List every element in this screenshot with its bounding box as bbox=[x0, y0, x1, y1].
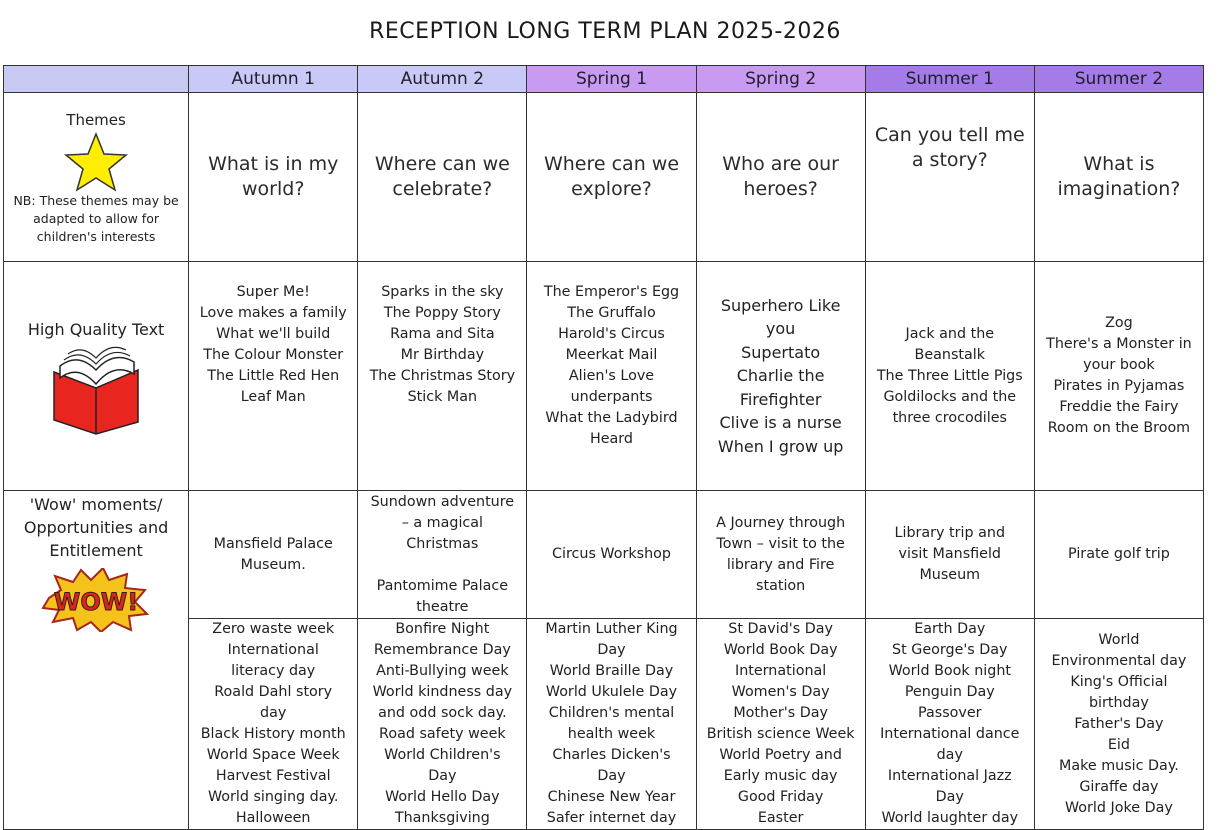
day-item: Mother's Day bbox=[733, 705, 828, 721]
text-title: Alien's Love bbox=[568, 368, 655, 384]
theme-line: Where can we bbox=[543, 153, 680, 175]
wow-line: – a magical bbox=[401, 515, 484, 531]
theme-line: heroes? bbox=[743, 178, 818, 200]
day-item: Environmental day bbox=[1051, 652, 1187, 669]
day-item: Chinese New Year bbox=[547, 789, 676, 805]
day-item: Thanksgiving bbox=[394, 810, 490, 826]
day-item: Eid bbox=[1107, 736, 1130, 753]
day-item: Women's Day bbox=[731, 684, 830, 700]
day-item: birthday bbox=[1088, 694, 1149, 711]
theme-line: What is bbox=[1083, 153, 1155, 175]
text-title: Charlie the bbox=[736, 366, 825, 386]
themes-label: Themes bbox=[66, 111, 126, 129]
wow-spacer bbox=[360, 555, 524, 576]
day-item: and odd sock day. bbox=[378, 705, 507, 721]
theme-line: Who are our bbox=[722, 153, 839, 175]
theme-line: explore? bbox=[571, 178, 652, 200]
day-item: Day bbox=[597, 642, 626, 658]
text-title: Beanstalk bbox=[914, 346, 986, 363]
days-cell bbox=[1034, 619, 1203, 830]
wow-line: station bbox=[756, 577, 806, 594]
header-row bbox=[4, 66, 1204, 93]
day-item: World bbox=[1098, 631, 1140, 648]
wow-label-line: 'Wow' moments/ bbox=[29, 495, 163, 514]
theme-line: imagination? bbox=[1057, 178, 1181, 200]
wow-line: theatre bbox=[416, 599, 469, 615]
term-header-autumn-1: Autumn 1 bbox=[189, 66, 358, 93]
text-title: Mr Birthday bbox=[400, 347, 485, 363]
day-item: Anti-Bullying week bbox=[376, 663, 509, 679]
day-item: Charles Dicken's bbox=[552, 747, 671, 763]
texts-cell bbox=[358, 262, 527, 491]
text-title: three crocodiles bbox=[892, 409, 1007, 426]
day-item: World kindness day bbox=[372, 684, 513, 700]
wow-cell bbox=[189, 491, 358, 619]
theme-line: a story? bbox=[911, 149, 988, 171]
day-item: Passover bbox=[918, 705, 982, 721]
day-item: Roald Dahl story bbox=[214, 684, 333, 700]
text-title: The Little Red Hen bbox=[207, 368, 340, 384]
text-title: Firefighter bbox=[739, 389, 822, 409]
texts-label: High Quality Text bbox=[27, 319, 165, 339]
days-cell bbox=[865, 619, 1034, 830]
day-item: literacy day bbox=[231, 663, 316, 679]
star-icon bbox=[64, 132, 128, 192]
term-header-spring-2: Spring 2 bbox=[696, 66, 865, 93]
day-item: World Children's bbox=[384, 747, 501, 763]
open-book-icon bbox=[46, 344, 146, 436]
theme-cell bbox=[358, 93, 527, 262]
text-title: There's a Monster in bbox=[1046, 336, 1192, 352]
day-item: Children's mental bbox=[548, 705, 675, 721]
day-item: World Braille Day bbox=[549, 663, 674, 679]
corner-cell bbox=[4, 66, 189, 93]
text-title: What the Ladybird bbox=[545, 410, 678, 426]
theme-cell bbox=[189, 93, 358, 262]
day-item: Make music Day. bbox=[1059, 757, 1179, 774]
day-item: International Jazz bbox=[887, 768, 1012, 784]
term-header-summer-1: Summer 1 bbox=[865, 66, 1034, 93]
day-item: Harvest Festival bbox=[215, 768, 331, 784]
text-title: The Three Little Pigs bbox=[876, 367, 1023, 384]
day-item: day bbox=[260, 705, 287, 721]
text-title: Goldilocks and the bbox=[883, 388, 1017, 405]
day-item: St George's Day bbox=[892, 642, 1008, 658]
text-title: underpants bbox=[570, 389, 653, 405]
theme-cell bbox=[865, 93, 1034, 262]
day-item: International dance bbox=[880, 726, 1020, 742]
texts-cell bbox=[1034, 262, 1203, 491]
text-title: Rama and Sita bbox=[390, 326, 495, 342]
wow-line: Town – visit to the bbox=[716, 535, 845, 552]
term-header-spring-1: Spring 1 bbox=[527, 66, 696, 93]
day-item: World Joke Day bbox=[1065, 799, 1173, 816]
day-item: St David's Day bbox=[728, 621, 833, 637]
wow-label-cell bbox=[4, 491, 189, 830]
wow-line: Sundown adventure bbox=[370, 494, 515, 510]
wow-line: Museum. bbox=[240, 556, 306, 573]
day-item: International bbox=[227, 642, 319, 658]
wow-line: Christmas bbox=[406, 536, 479, 552]
day-item: World Space Week bbox=[206, 747, 340, 763]
wow-line: Circus Workshop bbox=[552, 546, 671, 562]
theme-line: celebrate? bbox=[392, 178, 493, 200]
day-item: World laughter day bbox=[881, 810, 1019, 826]
text-title: Pirates in Pyjamas bbox=[1053, 378, 1185, 394]
text-title: The Emperor's Egg bbox=[543, 284, 680, 300]
text-title: Super Me! bbox=[236, 284, 310, 300]
texts-cell bbox=[865, 262, 1034, 491]
day-item: Giraffe day bbox=[1079, 778, 1159, 795]
wow-cell bbox=[1034, 491, 1203, 619]
day-item: Penguin Day bbox=[904, 684, 995, 700]
themes-label-cell bbox=[4, 93, 189, 262]
days-cell bbox=[189, 619, 358, 830]
days-cell bbox=[696, 619, 865, 830]
text-title: Freddie the Fairy bbox=[1059, 399, 1179, 415]
text-title: The Colour Monster bbox=[203, 347, 344, 363]
text-title: When I grow up bbox=[717, 436, 844, 456]
text-title: Room on the Broom bbox=[1047, 420, 1191, 436]
day-item: day bbox=[936, 747, 963, 763]
theme-line: Where can we bbox=[374, 153, 510, 175]
theme-line: Can you tell me bbox=[874, 124, 1025, 146]
day-item: Day bbox=[935, 789, 964, 805]
days-cell bbox=[358, 619, 527, 830]
text-title: Harold's Circus bbox=[558, 326, 665, 342]
text-title: Heard bbox=[589, 431, 633, 447]
day-item: International bbox=[735, 663, 827, 679]
day-item: Earth Day bbox=[914, 621, 986, 637]
text-title: What we'll build bbox=[216, 326, 331, 342]
day-item: Remembrance Day bbox=[373, 642, 511, 658]
day-item: Father's Day bbox=[1074, 715, 1164, 732]
text-title: Sparks in the sky bbox=[381, 284, 504, 300]
wow-line: A Journey through bbox=[716, 514, 846, 531]
day-item: Good Friday bbox=[737, 789, 824, 805]
day-item: Black History month bbox=[200, 726, 346, 742]
wow-cell bbox=[358, 491, 527, 619]
day-item: World Ukulele Day bbox=[545, 684, 678, 700]
wow-line: Library trip and bbox=[894, 525, 1006, 541]
wow-cell bbox=[696, 491, 865, 619]
text-title: The Poppy Story bbox=[383, 305, 501, 321]
text-title: The Gruffalo bbox=[567, 305, 656, 321]
wow-label-line: Entitlement bbox=[49, 541, 143, 560]
term-header-summer-2: Summer 2 bbox=[1034, 66, 1203, 93]
day-item: Easter bbox=[757, 810, 804, 826]
wow-line: library and Fire bbox=[726, 556, 835, 573]
text-title: The Christmas Story bbox=[369, 368, 516, 384]
texts-row bbox=[4, 262, 1204, 491]
days-cell bbox=[527, 619, 696, 830]
wow-row bbox=[4, 491, 1204, 619]
text-title: Zog bbox=[1105, 315, 1133, 331]
text-title: Superhero Like bbox=[720, 295, 841, 315]
wow-label-line: Opportunities and bbox=[23, 518, 169, 537]
wow-badge-text: WOW! bbox=[53, 588, 139, 616]
day-item: Day bbox=[428, 768, 457, 784]
wow-cell bbox=[865, 491, 1034, 619]
day-item: Road safety week bbox=[379, 726, 506, 742]
wow-line: Pirate golf trip bbox=[1068, 546, 1170, 562]
day-item: Day bbox=[597, 768, 626, 784]
themes-row bbox=[4, 93, 1204, 262]
text-title: Clive is a nurse bbox=[719, 413, 842, 433]
day-item: Halloween bbox=[235, 810, 311, 826]
day-item: Martin Luther King bbox=[545, 621, 678, 637]
text-title: Love makes a family bbox=[199, 305, 347, 321]
page-title: RECEPTION LONG TERM PLAN 2025-2026 bbox=[369, 19, 841, 44]
day-item: World Poetry and bbox=[719, 747, 842, 763]
day-item: Zero waste week bbox=[212, 621, 335, 637]
text-title: Leaf Man bbox=[240, 389, 306, 405]
wow-line: Pantomime Palace bbox=[376, 578, 509, 594]
day-item: World Hello Day bbox=[385, 789, 500, 805]
day-item: World Book night bbox=[888, 663, 1011, 679]
day-item: British science Week bbox=[706, 726, 855, 742]
texts-label-cell bbox=[4, 262, 189, 491]
text-title: your book bbox=[1083, 357, 1155, 373]
text-title: Stick Man bbox=[407, 389, 478, 405]
day-item: Early music day bbox=[723, 768, 838, 784]
text-title: Meerkat Mail bbox=[565, 347, 658, 363]
themes-note: NB: These themes may be adapted to allow for children's interests bbox=[13, 193, 179, 244]
texts-cell bbox=[189, 262, 358, 491]
text-title: Supertato bbox=[741, 342, 821, 362]
text-title: Jack and the bbox=[905, 325, 995, 342]
theme-line: What is in my bbox=[208, 153, 339, 175]
theme-cell bbox=[696, 93, 865, 262]
wow-line: visit Mansfield bbox=[898, 546, 1001, 562]
wow-cell bbox=[527, 491, 696, 619]
term-header-autumn-2: Autumn 2 bbox=[358, 66, 527, 93]
text-title: you bbox=[765, 319, 796, 339]
texts-cell bbox=[696, 262, 865, 491]
day-item: Bonfire Night bbox=[395, 621, 490, 637]
day-item: World singing day. bbox=[207, 789, 339, 805]
day-item: Safer internet day bbox=[546, 810, 677, 826]
day-item: health week bbox=[567, 726, 656, 742]
day-item: King's Official bbox=[1070, 673, 1168, 690]
day-item: World Book Day bbox=[723, 642, 838, 658]
wow-line: Mansfield Palace bbox=[213, 535, 333, 552]
wow-line: Museum bbox=[919, 567, 981, 583]
theme-cell bbox=[1034, 93, 1203, 262]
texts-cell bbox=[527, 262, 696, 491]
theme-cell bbox=[527, 93, 696, 262]
wow-burst-icon bbox=[41, 568, 151, 632]
long-term-plan-table bbox=[3, 65, 1204, 830]
theme-line: world? bbox=[242, 178, 305, 200]
